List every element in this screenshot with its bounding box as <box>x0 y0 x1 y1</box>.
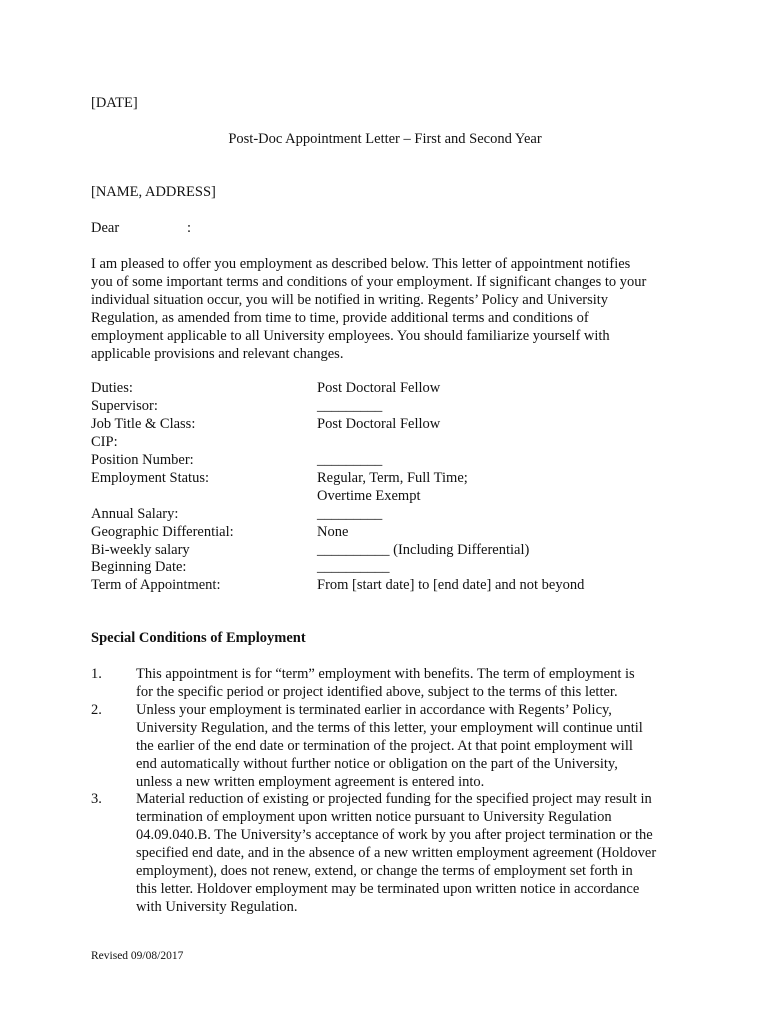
supervisor-value: _________ <box>317 398 383 414</box>
name-address-placeholder: [NAME, ADDRESS] <box>91 184 216 200</box>
biweekly-salary-label: Bi-weekly salary <box>91 542 190 558</box>
condition-number: 3. <box>91 791 102 807</box>
special-conditions-heading: Special Conditions of Employment <box>91 630 306 646</box>
condition-number: 2. <box>91 702 102 718</box>
biweekly-salary-value: __________ (Including Differential) <box>317 542 530 558</box>
geo-differential-value: None <box>317 524 349 540</box>
intro-paragraph: I am pleased to offer you employment as described below. This letter of appointment notifies you of some important terms and conditions of your employment. If significant changes to your individual situation occur, you will be notified in writing. Regents’ Policy and University Regulation, as amended from time to time, provide additional terms and conditions of employment applicable to all University employees. You should familiarize yourself with applicable provisions and relevant changes. <box>91 256 647 362</box>
term-value: From [start date] to [end date] and not beyond <box>317 577 585 593</box>
geo-differential-label: Geographic Differential: <box>91 524 234 540</box>
condition-text: This appointment is for “term” employment with benefits. The term of employment is for the specific period or project identified above, subject to the terms of this letter. <box>136 666 635 700</box>
beginning-date-label: Beginning Date: <box>91 559 187 575</box>
job-title-label: Job Title & Class: <box>91 416 196 432</box>
beginning-date-value: __________ <box>317 559 390 575</box>
condition-text: Material reduction of existing or projected funding for the specified project may result in termination of employment upon written notice pursuant to University Regulation 04.09.040.B. The University’s acceptance of work by you after project termination or the specified end date, and in the absence of a new written employment agreement (Holdover employment), does not renew, extend, or change the terms of employment set forth in this letter. Holdover employment may be terminated upon written notice in accordance with University Regulation. <box>136 791 657 915</box>
date-placeholder: [DATE] <box>91 95 138 111</box>
condition-number: 1. <box>91 666 102 682</box>
term-label: Term of Appointment: <box>91 577 221 593</box>
supervisor-label: Supervisor: <box>91 398 158 414</box>
employment-status-value-line2: Overtime Exempt <box>317 488 421 504</box>
annual-salary-value: _________ <box>317 506 383 522</box>
condition-text: Unless your employment is terminated earlier in accordance with Regents’ Policy, University Regulation, and the terms of this letter, your employment will continue until the earlier of the end date or termination of the project. At that point employment will end automatically without further notice or obligation on the part of the University, unless a new written employment agreement is entered into. <box>136 702 643 790</box>
position-number-value: _________ <box>317 452 383 468</box>
revision-footer: Revised 09/08/2017 <box>91 950 184 962</box>
employment-status-label: Employment Status: <box>91 470 210 486</box>
duties-value: Post Doctoral Fellow <box>317 380 441 396</box>
annual-salary-label: Annual Salary: <box>91 506 179 522</box>
salutation: Dear <box>91 220 120 236</box>
duties-label: Duties: <box>91 380 133 396</box>
position-number-label: Position Number: <box>91 452 194 468</box>
employment-status-value: Regular, Term, Full Time; <box>317 470 468 486</box>
cip-label: CIP: <box>91 434 118 450</box>
salutation-colon: : <box>187 220 192 236</box>
letter-title: Post-Doc Appointment Letter – First and Second Year <box>228 131 542 147</box>
job-title-value: Post Doctoral Fellow <box>317 416 441 432</box>
